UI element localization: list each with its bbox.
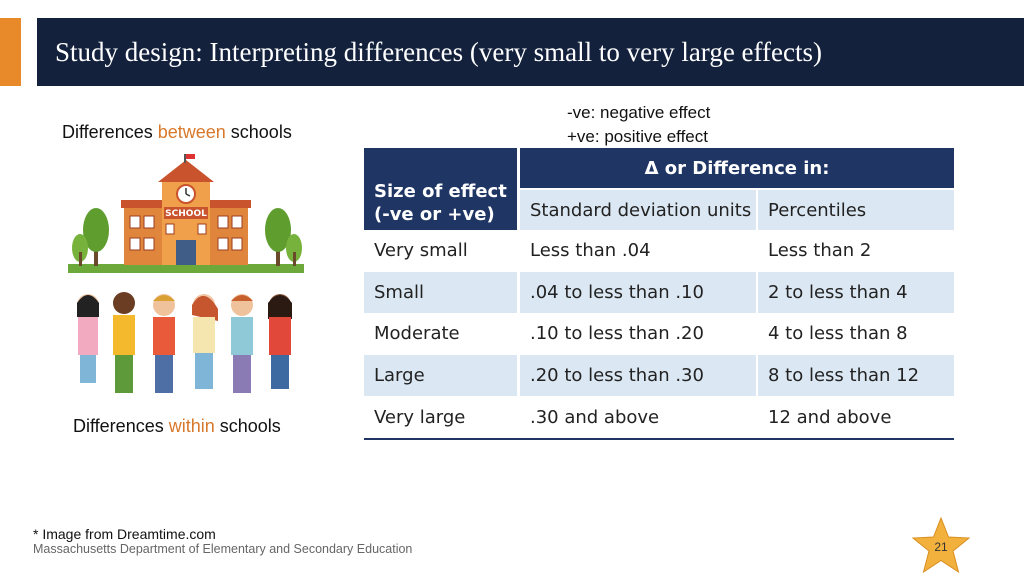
caption-between-highlight: between — [157, 122, 226, 142]
caption-within-highlight: within — [168, 416, 215, 436]
sd-cell: .04 to less than .10 — [520, 272, 756, 314]
footer-organization: Massachusetts Department of Elementary and Secondary Education — [33, 542, 413, 556]
legend-negative: -ve: negative effect — [567, 103, 711, 122]
caption-within-suffix: schools — [214, 416, 281, 436]
percentile-cell: 4 to less than 8 — [768, 323, 908, 345]
size-header-line2: (-ve or +ve) — [374, 204, 495, 225]
sd-cell: Less than .04 — [530, 240, 651, 262]
title-bar — [37, 18, 1024, 86]
size-cell: Very large — [374, 406, 466, 428]
size-cell: Small — [364, 272, 517, 314]
sd-cell: .30 and above — [530, 406, 660, 428]
percentile-cell: Less than 2 — [768, 240, 872, 262]
title-accent-bar — [0, 18, 21, 86]
sd-cell: .20 to less than .30 — [520, 355, 756, 397]
percentile-cell: 8 to less than 12 — [758, 355, 954, 397]
sd-units-header: Standard deviation units — [520, 190, 756, 230]
caption-between-prefix: Differences — [62, 122, 158, 142]
size-cell: Large — [364, 355, 517, 397]
table-row — [364, 396, 954, 440]
school-building-illustration — [66, 152, 306, 277]
size-cell: Very small — [374, 240, 468, 262]
slide-title: Study design: Interpreting differences (very small to very large effects) — [55, 36, 822, 67]
table-row — [364, 313, 954, 355]
legend-positive: +ve: positive effect — [567, 127, 708, 146]
table-row — [364, 272, 954, 314]
size-of-effect-header — [364, 148, 517, 230]
caption-within-prefix: Differences — [73, 416, 169, 436]
sign-legend — [567, 101, 710, 149]
difference-group-header: Δ or Difference in: — [520, 148, 954, 188]
table-body — [364, 230, 954, 440]
percentile-cell: 2 to less than 4 — [758, 272, 954, 314]
svg-text:SCHOOL: SCHOOL — [165, 209, 207, 219]
caption-between-suffix: schools — [225, 122, 292, 142]
sd-cell: .10 to less than .20 — [530, 323, 704, 345]
students-illustration — [66, 285, 306, 405]
image-credit-footnote: * Image from Dreamtime.com — [33, 526, 216, 542]
student-icon — [77, 294, 99, 383]
caption-within-schools — [73, 416, 281, 437]
percentile-cell: 12 and above — [768, 406, 892, 428]
page-number: 21 — [934, 540, 948, 554]
table-row — [364, 230, 954, 272]
table-row — [364, 355, 954, 397]
percentiles-header: Percentiles — [758, 190, 954, 230]
size-header-line1: Size of effect — [374, 181, 507, 202]
caption-between-schools — [62, 122, 292, 143]
size-cell: Moderate — [374, 323, 460, 345]
